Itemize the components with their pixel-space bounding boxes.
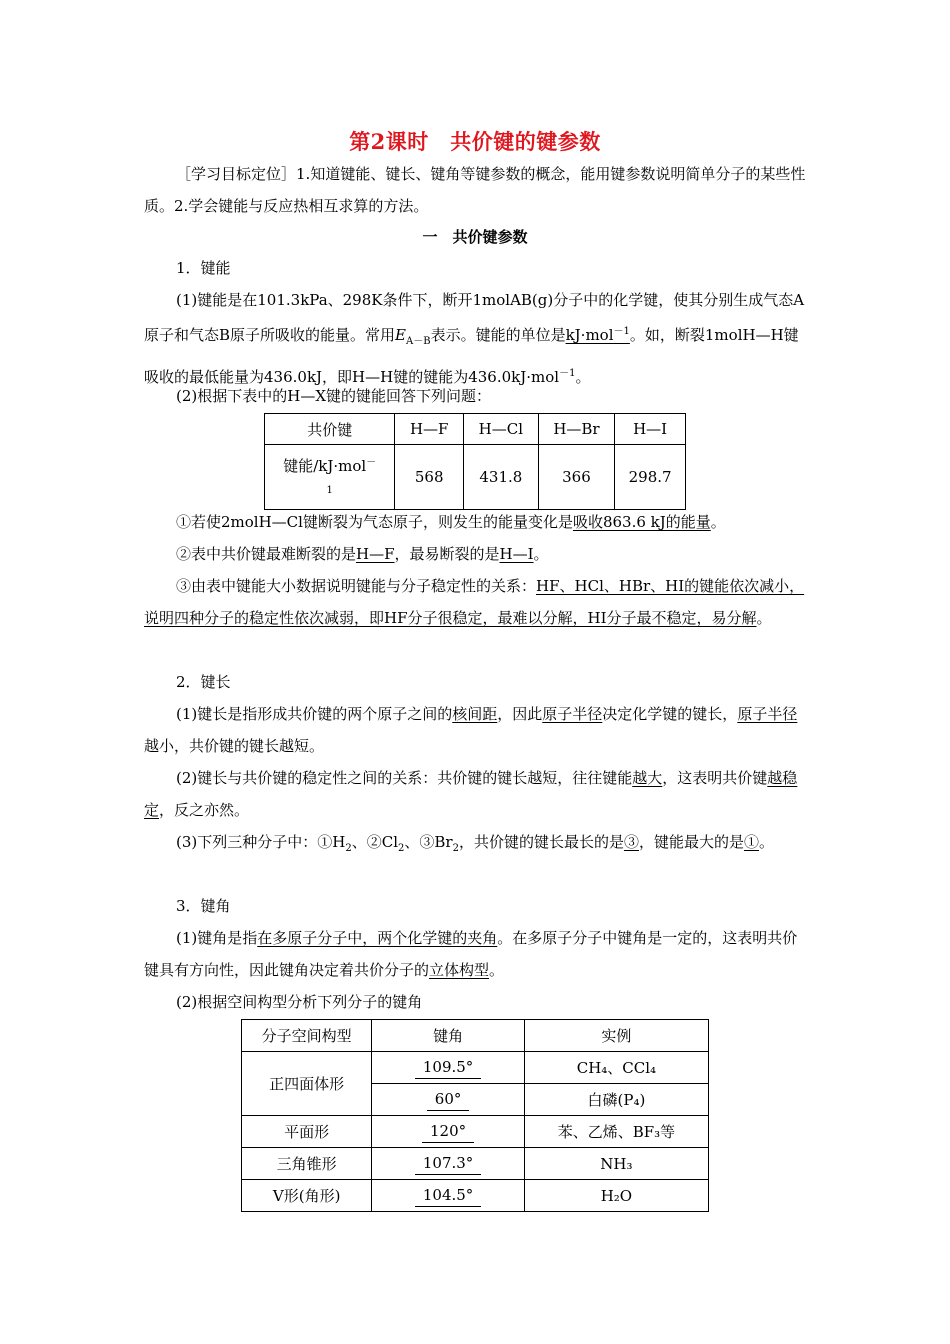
energy-paragraph-2: (2)根据下表中的H—X键的键能回答下列问题： (176, 387, 492, 405)
objective-text: 1.知道键能、键长、键角等键参数的概念，能用键参数说明简单分子的某些性质。2.学会键能与反应热相互求算的方法。 (144, 165, 806, 215)
section-heading: 一 共价键参数 (422, 228, 528, 246)
table-cell: 568 (395, 445, 464, 510)
length-paragraph-2: (2)键长与共价键的稳定性之间的关系：共价键的键长越短，往往键能越大，这表明共价键越稳定，反之亦然。 (144, 769, 798, 819)
table-cell: 三角锥形 (242, 1148, 372, 1180)
angle-paragraph-1: (1)键角是指在多原子分子中，两个化学键的夹角。在多原子分子中键角是一定的，这表明共价键具有方向性，因此键角决定着共价分子的立体构型。 (144, 929, 798, 979)
answer-blank: HF、HCl、HBr、HI的键能依次减小，说明四种分子的稳定性依次减弱，即HF分子很稳定，最难以分解，HI分子最不稳定，易分解 (144, 577, 805, 627)
table-row (242, 1020, 709, 1052)
table-header-cell: 共价键 (265, 414, 395, 445)
table-cell (372, 1180, 524, 1212)
answer-blank: 越稳定 (144, 769, 798, 819)
answer-blank: 原子半径 (542, 705, 603, 723)
answer-blank: 107.3° (415, 1152, 481, 1175)
table-header-cell: H—Br (538, 414, 615, 445)
table-row (242, 1052, 709, 1084)
table-header-cell: 分子空间构型 (242, 1020, 372, 1052)
table-cell: 平面形 (242, 1116, 372, 1148)
table-row (265, 414, 686, 445)
answer-blank: 104.5° (415, 1184, 481, 1207)
table-header-cell: H—F (395, 414, 464, 445)
table-cell: 苯、乙烯、BF₃等 (524, 1116, 708, 1148)
energy-paragraph-1: (1)键能是在101.3kPa、298K条件下，断开1molAB(g)分子中的化学键，使其分别生成气态A原子和气态B原子所吸收的能量。常用$E_{A-B}$表示。键能的单位是kJ·mol$^{-1}$。如，断裂1molH—H键吸收的最低能量为436.0kJ，即H—H键的键能为436.0kJ·mol$^{-1}$。 (144, 291, 805, 386)
objective-label: ［学习目标定位］ (176, 165, 297, 183)
table-header-cell: 实例 (524, 1020, 708, 1052)
answer-blank: 在多原子分子中，两个化学键的夹角 (257, 929, 498, 947)
angle-heading: 3．键角 (176, 897, 231, 915)
energy-heading: 1．键能 (176, 259, 231, 277)
learning-objective (144, 158, 808, 222)
table-row (242, 1148, 709, 1180)
table-cell (372, 1148, 524, 1180)
angle-paragraph-2: (2)根据空间构型分析下列分子的键角 (176, 993, 423, 1011)
table-cell: H₂O (524, 1180, 708, 1212)
answer-blank: 越大 (632, 769, 663, 787)
length-paragraph-3: (3)下列三种分子中：$①H_2$、$②Cl_2$、$③Br_2$，共价键的键长最长的是③，键能最大的是①。 (176, 833, 775, 854)
answer-blank: 109.5° (415, 1056, 481, 1079)
table-cell: CH₄、CCl₄ (524, 1052, 708, 1084)
table-cell: 298.7 (615, 445, 686, 510)
table-cell: V形(角形) (242, 1180, 372, 1212)
answer-blank: 60° (427, 1088, 470, 1111)
length-paragraph-1: (1)键长是指形成共价键的两个原子之间的核间距，因此原子半径决定化学键的键长，原子半径越小，共价键的键长越短。 (144, 705, 798, 755)
table-cell (372, 1052, 524, 1084)
answer-blank: H—I (499, 545, 534, 563)
answer-blank: 核间距 (452, 705, 498, 723)
page-title: 第2课时 共价键的键参数 (349, 129, 601, 154)
table-cell: 正四面体形 (242, 1052, 372, 1116)
answer-blank: 立体构型 (429, 961, 490, 979)
table-cell: 白磷(P₄) (524, 1084, 708, 1116)
answer-blank: ③ (623, 833, 639, 851)
answer-blank: H—F (356, 545, 395, 563)
table-row (242, 1180, 709, 1212)
bond-energy-table (264, 413, 686, 510)
table-cell: 366 (538, 445, 615, 510)
energy-question-3: ③由表中键能大小数据说明键能与分子稳定性的关系：HF、HCl、HBr、HI的键能依次减小，说明四种分子的稳定性依次减弱，即HF分子很稳定，最难以分解，HI分子最不稳定，易分解。 (144, 577, 805, 627)
bond-angle-table (241, 1019, 709, 1212)
table-header-cell: H—I (615, 414, 686, 445)
table-header-cell: 键角 (372, 1020, 524, 1052)
table-row (242, 1116, 709, 1148)
energy-question-1: ①若使2molH—Cl键断裂为气态原子，则发生的能量变化是吸收863.6 kJ的能量。 (176, 513, 726, 531)
answer-blank: 吸收863.6 kJ的能量 (572, 513, 711, 531)
table-header-cell: H—Cl (464, 414, 539, 445)
table-row (265, 445, 686, 510)
row-label-cell: 键能/kJ·mol－ 1 (265, 445, 395, 510)
answer-blank: ① (744, 833, 760, 851)
answer-blank: 120° (422, 1120, 474, 1143)
table-cell (372, 1116, 524, 1148)
energy-unit-answer: kJ·mol$^{-1}$ (565, 326, 630, 344)
answer-blank: 原子半径 (737, 705, 798, 723)
table-cell: NH₃ (524, 1148, 708, 1180)
energy-question-2: ②表中共价键最难断裂的是H—F，最易断裂的是H—I。 (176, 545, 549, 563)
table-cell (372, 1084, 524, 1116)
length-heading: 2．键长 (176, 673, 231, 691)
table-cell: 431.8 (464, 445, 539, 510)
